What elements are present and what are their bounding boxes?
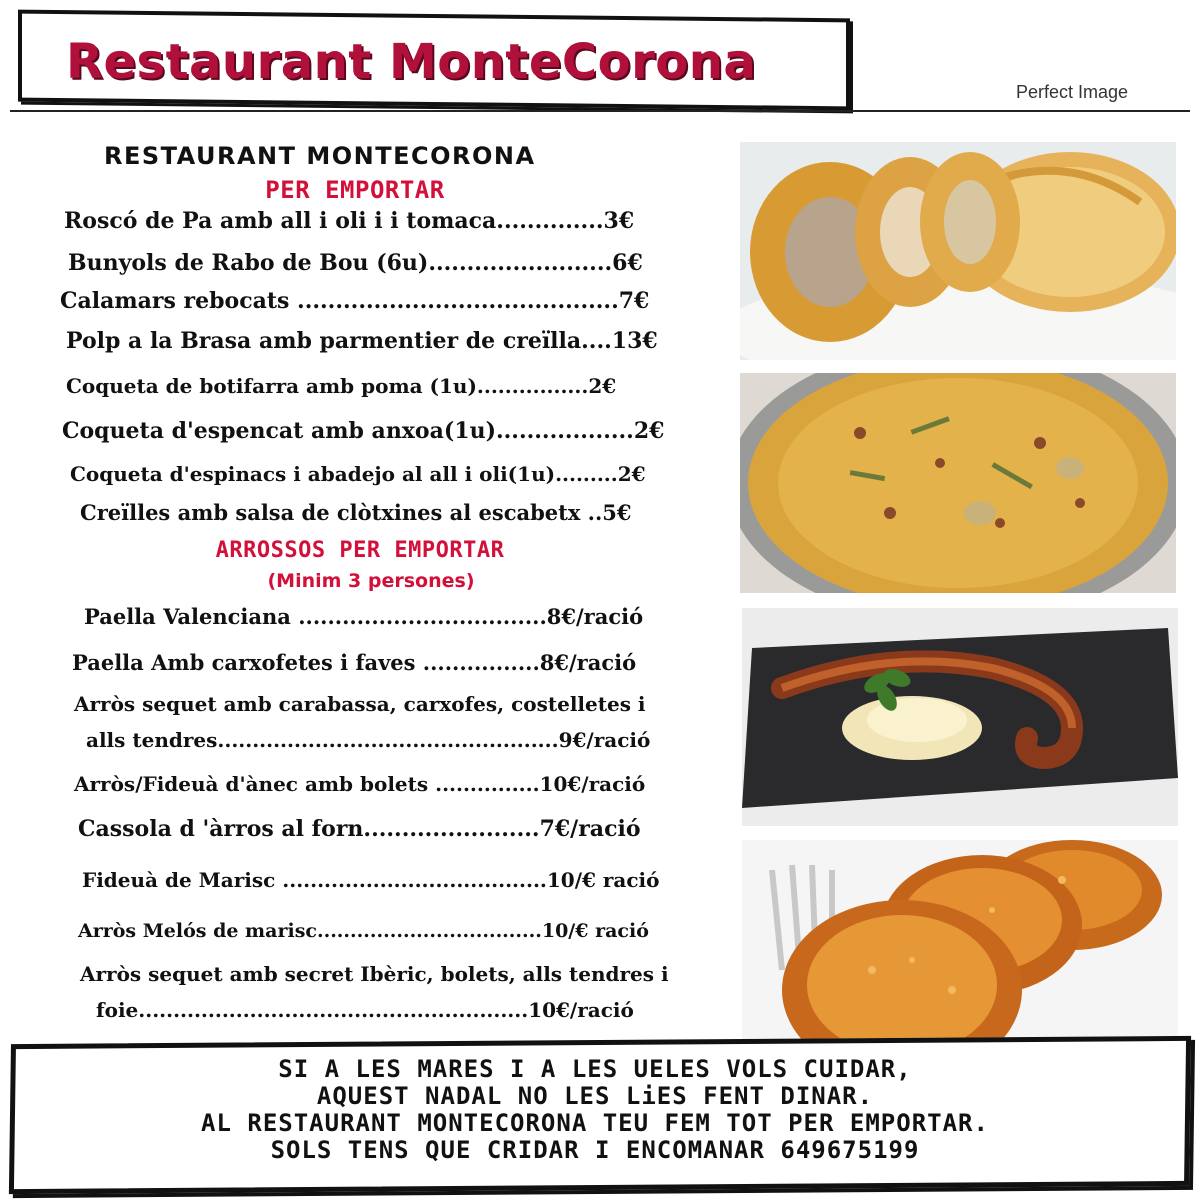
footer-line: AQUEST NADAL NO LES LiES FENT DINAR. bbox=[316, 1082, 874, 1110]
menu-heading: RESTAURANT MONTECORONA bbox=[104, 142, 536, 170]
menu-item: Arròs sequet amb secret Ibèric, bolets, alls tendres i bbox=[80, 962, 669, 986]
menu-item: Cassola d 'àrros al forn.......................7€/ració bbox=[78, 816, 641, 842]
fideua-photo bbox=[740, 373, 1176, 593]
octopus-photo bbox=[742, 608, 1178, 826]
menu-item: Bunyols de Rabo de Bou (6u)........................6€ bbox=[68, 250, 643, 276]
menu-item: Fideuà de Marisc ......................................10/€ ració bbox=[82, 868, 660, 892]
menu-item: Creïlles amb salsa de clòtxines al escabetx ..5€ bbox=[80, 500, 632, 525]
section-subtitle-minimum: (Minim 3 persones) bbox=[267, 570, 475, 592]
footer-line: AL RESTAURANT MONTECORONA TEU FEM TOT PER EMPORTAR. bbox=[201, 1109, 989, 1137]
menu-item: Calamars rebocats ..........................................7€ bbox=[60, 288, 650, 314]
section-title-rice: ARROSSOS PER EMPORTAR bbox=[215, 538, 505, 563]
menu-item: Roscó de Pa amb all i oli i i tomaca..............3€ bbox=[64, 208, 635, 234]
section-title-takeaway: PER EMPORTAR bbox=[265, 176, 445, 204]
menu-item: Coqueta d'espinacs i abadejo al all i oli(1u).........2€ bbox=[70, 462, 646, 486]
menu-item: Coqueta d'espencat amb anxoa(1u)..................2€ bbox=[62, 418, 665, 444]
calamari-photo bbox=[740, 142, 1176, 360]
croquettes-photo bbox=[742, 840, 1178, 1040]
menu-item: foie........................................................10€/ració bbox=[96, 998, 634, 1022]
header-divider bbox=[10, 110, 1190, 112]
menu-item: Arròs/Fideuà d'ànec amb bolets ...............10€/ració bbox=[74, 772, 646, 796]
menu-item: Arròs Melós de marisc..................................10/€ ració bbox=[78, 920, 649, 942]
menu-item: Coqueta de botifarra amb poma (1u)................2€ bbox=[66, 374, 617, 398]
footer-message bbox=[20, 1056, 1170, 1164]
menu-item: Polp a la Brasa amb parmentier de creïlla....13€ bbox=[66, 328, 658, 354]
watermark-text: Perfect Image bbox=[1016, 82, 1129, 102]
footer-line: SOLS TENS QUE CRIDAR I ENCOMANAR 649675199 bbox=[270, 1136, 920, 1164]
menu-item: Paella Valenciana ..................................8€/ració bbox=[84, 604, 644, 629]
menu-item: alls tendres.................................................9€/ració bbox=[86, 728, 651, 752]
menu-item: Paella Amb carxofetes i faves ................8€/ració bbox=[72, 650, 637, 675]
restaurant-title: Restaurant MonteCorona bbox=[66, 34, 757, 90]
footer-line: SI A LES MARES I A LES UELES VOLS CUIDAR, bbox=[278, 1055, 912, 1083]
menu-item: Arròs sequet amb carabassa, carxofes, costelletes i bbox=[74, 692, 646, 716]
